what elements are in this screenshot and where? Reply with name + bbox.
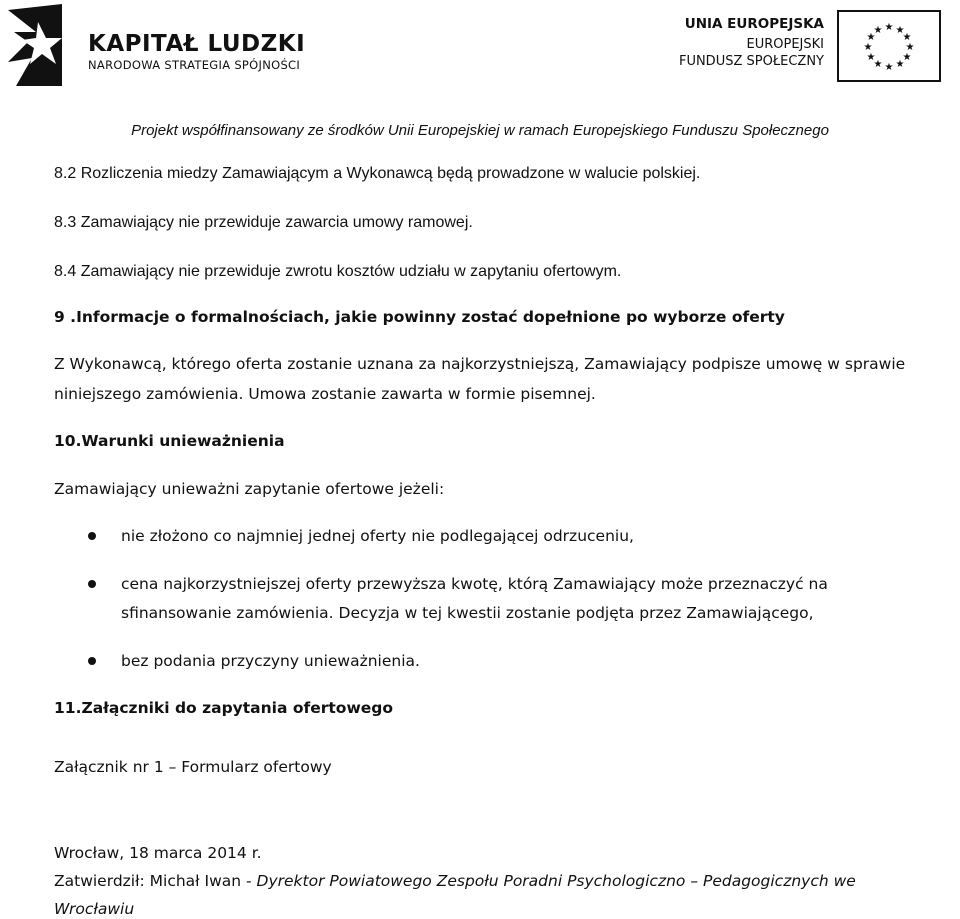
eu-logo-line3: FUNDUSZ SPOŁECZNY [678,54,824,69]
paragraph-8-2: 8.2 Rozliczenia miedzy Zamawiającym a Wykonawcą będą prowadzone w walucie polskiej. [54,165,701,182]
section-9-text-line1: Z Wykonawcą, którego oferta zostanie uznana za najkorzystniejszą, Zamawiający podpisze umowę w sprawie [54,355,906,373]
bullet-item-1: nie złożono co najmniej jednej oferty nie podlegającej odrzuceniu, [121,527,634,545]
approval-line [54,871,856,891]
eu-logo-line1: UNIA EUROPEJSKA [684,16,824,32]
section-10-intro: Zamawiający unieważni zapytanie ofertowe jeżeli: [54,480,445,498]
svg-text:★: ★ [895,59,905,70]
svg-text:★: ★ [873,25,883,36]
bullet-item-2-line1: cena najkorzystniejszej oferty przewyższa kwotę, którą Zamawiający może przeznaczyć na [121,575,828,593]
attachment-1: Załącznik nr 1 – Formularz ofertowy [54,758,332,776]
svg-text:★: ★ [866,32,876,43]
bullet-item-2-line2: sfinansowanie zamówienia. Decyzja w tej kwestii zostanie podjęta przez Zamawiającego, [121,604,814,622]
kapital-ludzki-logo-icon [6,2,64,88]
svg-text:★: ★ [884,62,894,73]
svg-text:★: ★ [905,42,915,53]
svg-text:★: ★ [895,25,905,36]
place-date: Wrocław, 18 marca 2014 r. [54,844,262,862]
bullet-item-3: bez podania przyczyny unieważnienia. [121,652,420,670]
approver-role-line2: Wrocławiu [54,900,135,918]
section-9-heading: 9 .Informacje o formalnościach, jakie powinny zostać dopełnione po wyborze oferty [54,308,785,326]
approver-role: Dyrektor Powiatowego Zespołu Poradni Psychologiczno – Pedagogicznych we [256,872,856,890]
paragraph-8-3: 8.3 Zamawiający nie przewiduje zawarcia umowy ramowej. [54,214,473,231]
svg-text:★: ★ [873,59,883,70]
cofinancing-note: Projekt współfinansowany ze środków Unii Europejskiej w ramach Europejskiego Funduszu Społecznego [131,122,829,139]
svg-text:★: ★ [884,22,894,33]
kapital-ludzki-title: KAPITAŁ LUDZKI [88,31,306,57]
section-10-heading: 10.Warunki unieważnienia [54,432,285,450]
svg-text:★: ★ [902,52,912,63]
bullet-icon [88,657,96,665]
approved-by: Zatwierdził: Michał Iwan - [54,872,257,890]
kapital-ludzki-subtitle: NARODOWA STRATEGIA SPÓJNOŚCI [88,58,301,72]
bullet-icon [88,580,96,588]
svg-text:★: ★ [902,32,912,43]
eu-logo-line2: EUROPEJSKI [746,37,824,52]
svg-text:★: ★ [866,52,876,63]
bullet-icon [88,532,96,540]
section-11-heading: 11.Załączniki do zapytania ofertowego [54,699,394,717]
eu-flag-icon [837,10,941,82]
svg-text:★: ★ [863,42,873,53]
paragraph-8-4: 8.4 Zamawiający nie przewiduje zwrotu kosztów udziału w zapytaniu ofertowym. [54,263,622,280]
section-9-text-line2: niniejszego zamówienia. Umowa zostanie zawarta w formie pisemnej. [54,385,596,403]
